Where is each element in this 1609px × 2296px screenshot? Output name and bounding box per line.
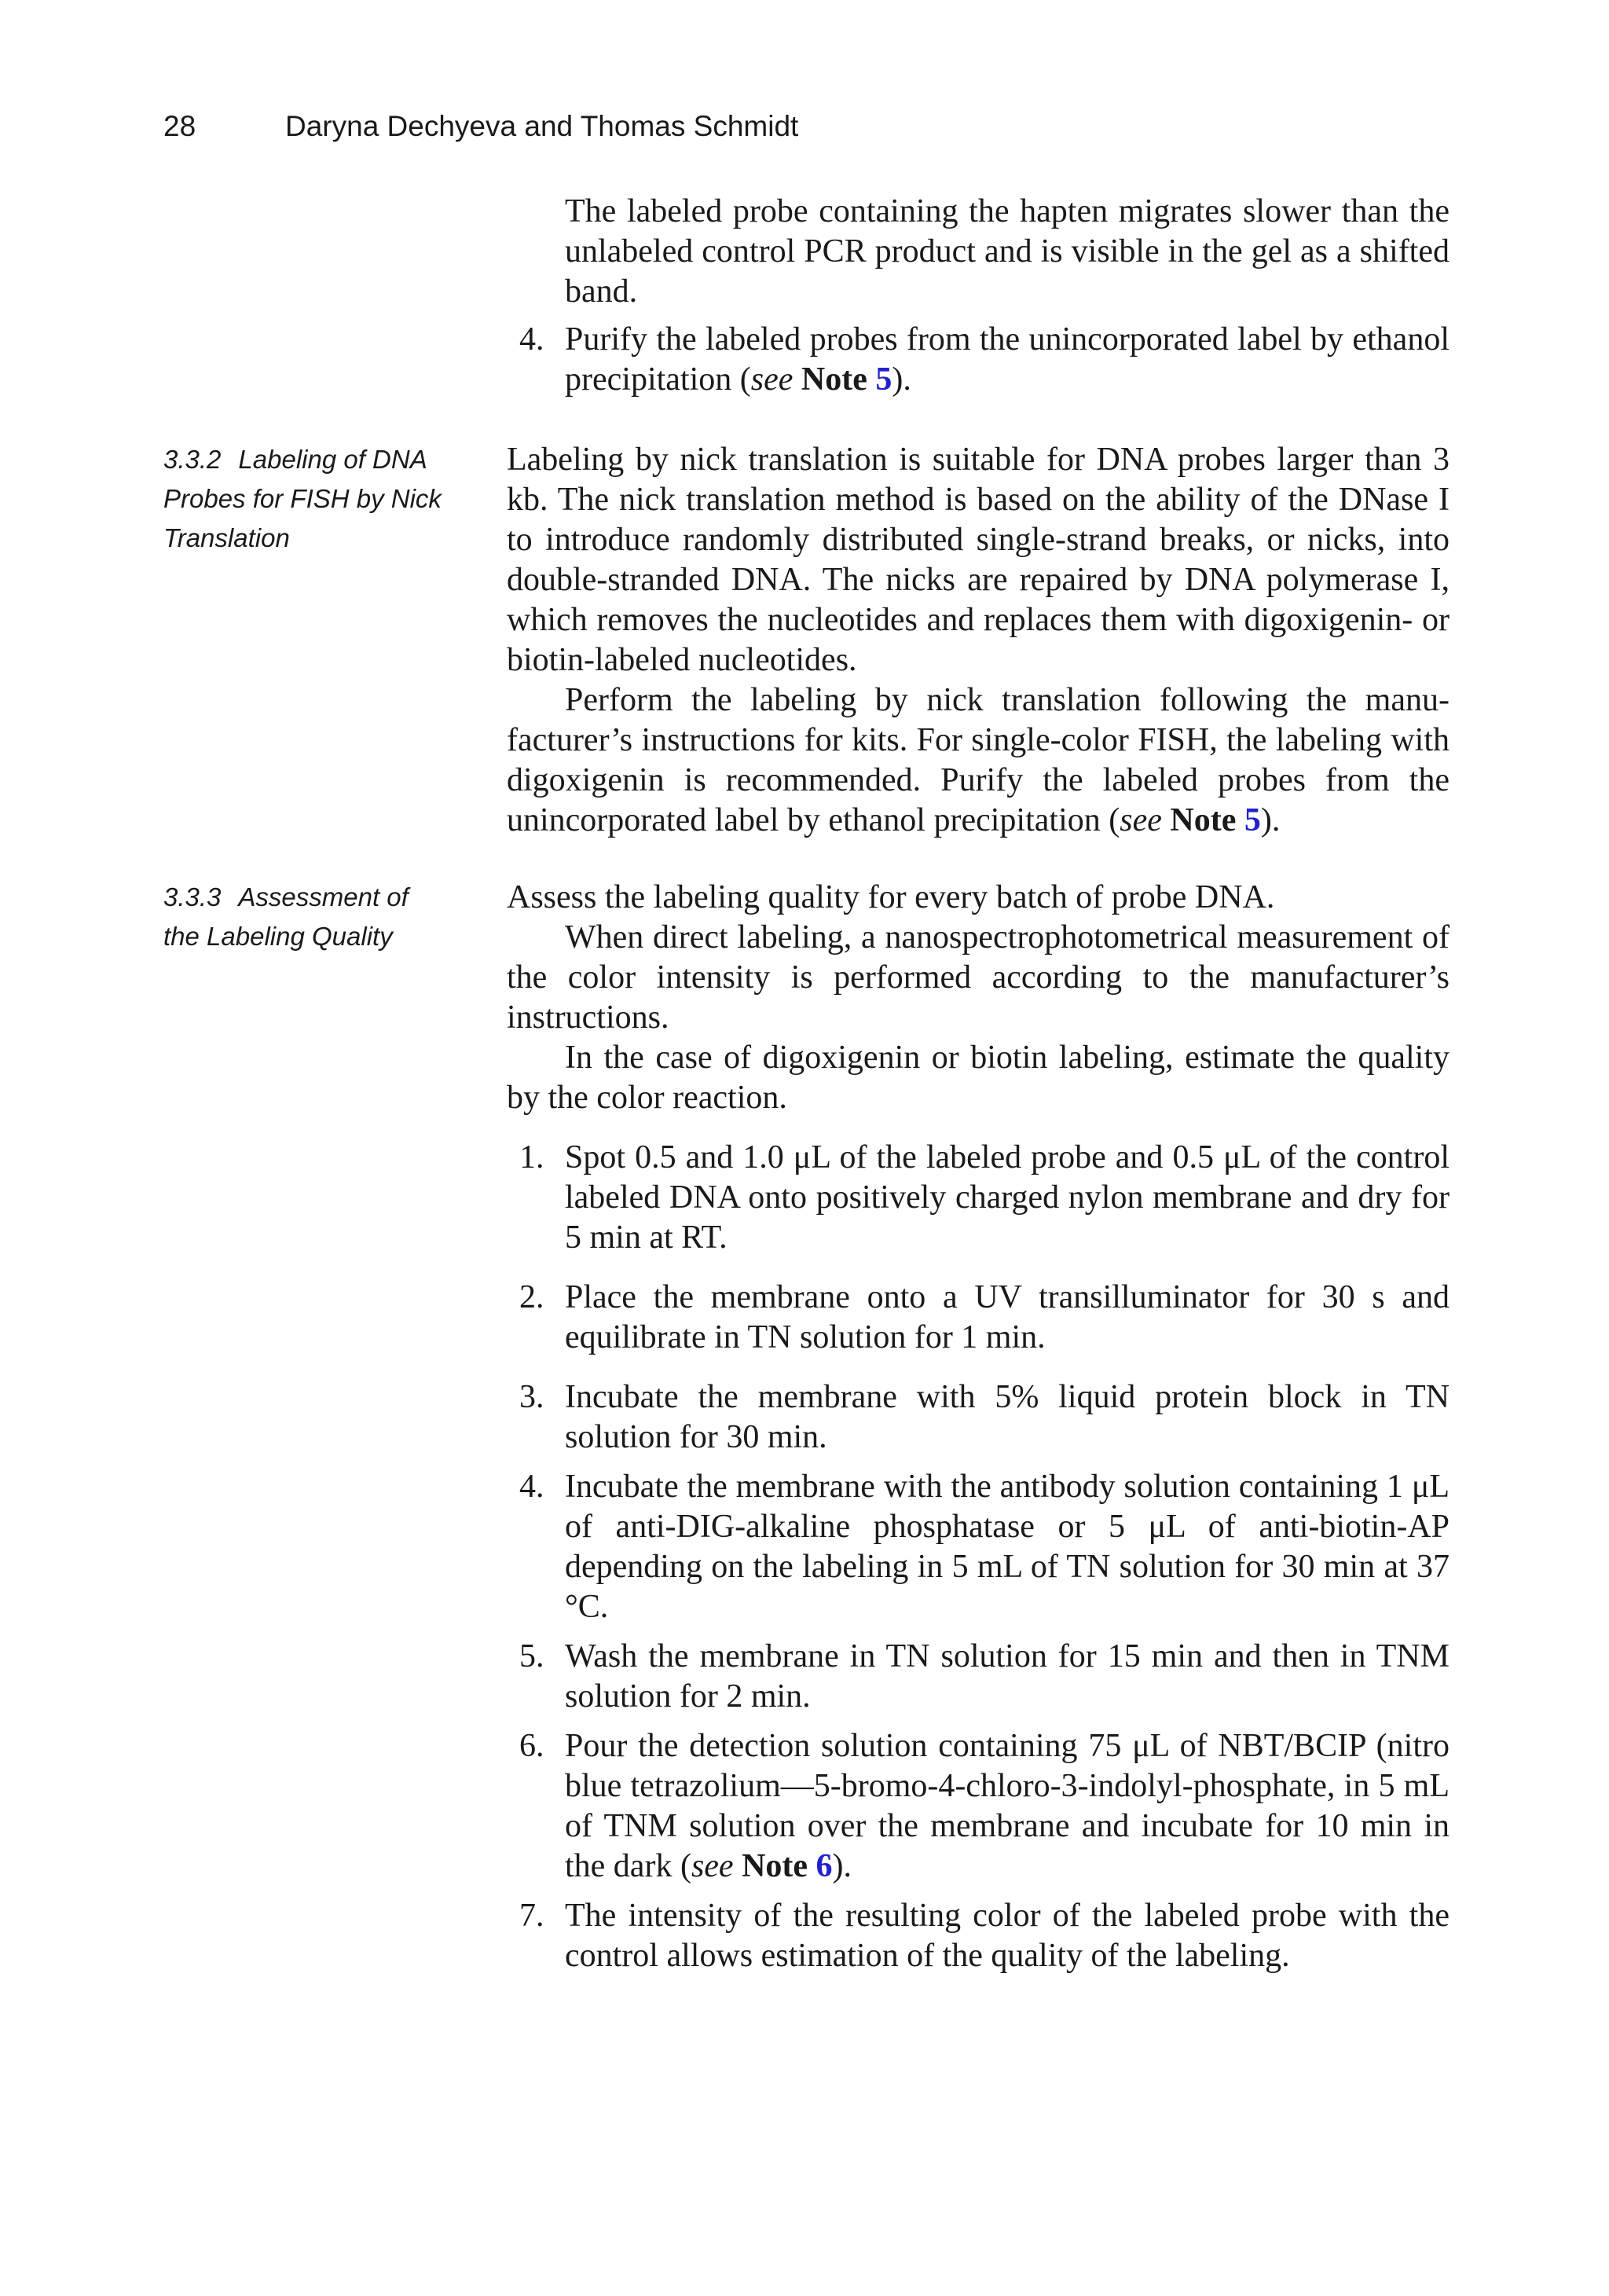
list-number: 7. — [519, 1898, 544, 1934]
see-text: see — [1120, 802, 1162, 838]
section-3-3-3-body — [507, 878, 1450, 1976]
list-text: Place the membrane onto a UV transilluminator for 30 s and equilibrate in TN solution for 1 min. — [565, 1279, 1450, 1355]
section-3-3-3-para-1: Assess the labeling quality for every batch of probe DNA. — [507, 879, 1275, 915]
list-number: 4. — [519, 1469, 544, 1505]
see-text: see — [691, 1848, 734, 1884]
note-5-link[interactable]: 5 — [875, 361, 892, 398]
note-6-link[interactable]: 6 — [815, 1848, 833, 1884]
list-text: Incubate the membrane with 5% liquid protein block in TN solution for 30 min. — [565, 1379, 1450, 1455]
section-number: 3.3.2 — [163, 445, 222, 474]
list-number: 3. — [519, 1379, 544, 1415]
section-3-3-3-heading — [163, 878, 446, 956]
section-3-3-2-para-2 — [507, 680, 1450, 841]
section-3-3-2-body — [507, 440, 1450, 841]
list-text-end: ). — [892, 361, 911, 398]
list-text: Pour the detection solution containing 75 μL of NBT/BCIP (nitro blue tetrazolium—5-bromo-4-chloro-3-indolyl-phosphate, in 5 mL of TNM solution over the membrane and incubate for 10 min in the dark ( — [565, 1728, 1450, 1884]
list-text: Spot 0.5 and 1.0 μL of the labeled probe and 0.5 μL of the control labeled DNA onto positively charged nylon membrane and dry for 5 min at RT. — [565, 1139, 1450, 1256]
steps-list — [507, 1138, 1450, 1976]
list-item — [507, 1138, 1450, 1258]
note-5-link[interactable]: 5 — [1244, 802, 1261, 838]
section-3-3-2-heading — [163, 440, 446, 558]
list-text: Incubate the membrane with the antibody solution containing 1 μL of anti-DIG-alkaline phosphatase or 5 μL of anti-biotin-AP depending on the labeling in 5 mL of TN solution for 30 min at 37 °C. — [565, 1469, 1450, 1625]
page-number: 28 — [163, 110, 196, 142]
section-3-3-3-para-3: In the case of digoxigenin or biotin labeling, estimate the quality by the color reaction. — [507, 1040, 1450, 1116]
see-text: see — [750, 361, 794, 398]
list-number: 6. — [519, 1728, 544, 1764]
list-number: 5. — [519, 1638, 544, 1674]
section-3-3-2-para-1: Labeling by nick translation is suitable for DNA probes larger than 3 kb. The nick translation method is based on the ability of the DNase I to introduce randomly distributed single-strand breaks, or nicks, into double-stranded DNA. The nicks are repaired by DNA polymerase I, which removes the nucleotides and replaces them with digoxigenin- or biotin-labeled nucleotides. — [507, 442, 1450, 678]
para-text-end: ). — [1260, 802, 1281, 838]
list-text: Wash the membrane in TN solution for 15 min and then in TNM solution for 2 min. — [565, 1638, 1450, 1715]
continuation-paragraph: The labeled probe containing the hapten migrates slower than the unlabeled control PCR product and is visible in the gel as a shifted band. — [565, 193, 1450, 310]
list-item — [507, 1896, 1450, 1976]
top-continuation-block — [507, 192, 1450, 400]
list-number: 2. — [519, 1279, 544, 1315]
list-text: Purify the labeled probes from the unincorporated label by ethanol precipitation ( — [565, 321, 1450, 398]
list-item — [507, 1377, 1450, 1458]
list-number: 4. — [519, 321, 544, 358]
para-text: Perform the labeling by nick translation following the manufacturer’s instructions for kits. For single-color FISH, the labeling with digoxigenin is recommended. Purify the labeled probes from the unincorporated label by ethanol precipitation ( — [507, 682, 1450, 838]
running-head-authors: Daryna Dechyeva and Thomas Schmidt — [285, 110, 799, 142]
list-number: 1. — [519, 1139, 544, 1176]
list-item — [507, 1726, 1450, 1887]
list-item — [507, 1467, 1450, 1627]
list-text-end: ). — [832, 1848, 852, 1884]
section-3-3-3-para-2: When direct labeling, a nanospectrophotometrical measurement of the color intensity is performed according to the manufacturer’s instructions. — [507, 919, 1450, 1036]
list-item — [507, 1278, 1450, 1358]
section-title: Labeling of DNA Probes for FISH by Nick Translation — [163, 445, 442, 552]
section-number: 3.3.3 — [163, 882, 222, 911]
section-title: Assessment of the Labeling Quality — [163, 882, 409, 951]
list-item-purify — [507, 320, 1450, 400]
running-head — [163, 110, 798, 143]
list-item — [507, 1637, 1450, 1717]
note-label: Note — [742, 1848, 808, 1884]
note-label: Note — [801, 361, 867, 398]
list-text: The intensity of the resulting color of the labeled probe with the control allows estimation of the quality of the labeling. — [565, 1898, 1450, 1974]
note-label: Note — [1170, 802, 1237, 838]
